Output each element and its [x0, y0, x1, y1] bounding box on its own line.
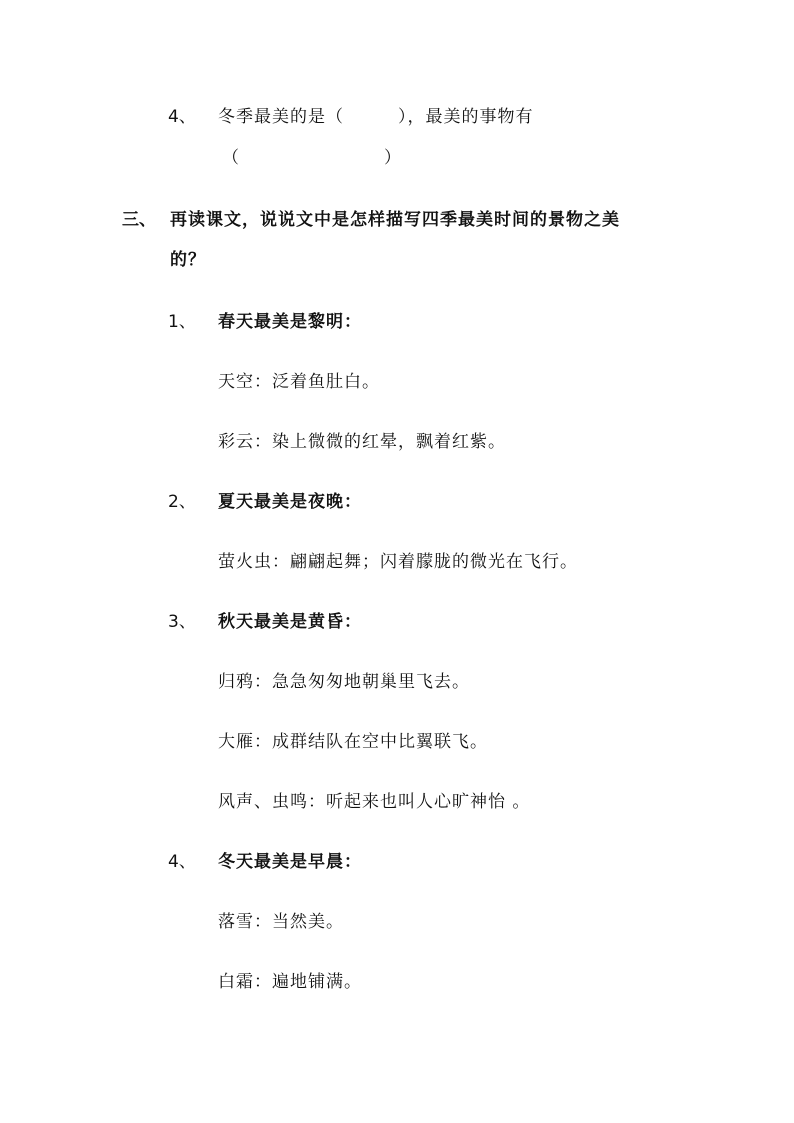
- item2-heading: 夏天最美是夜晚：: [218, 492, 362, 512]
- item4-detail-1: 落雪：当然美。: [218, 912, 344, 932]
- item3-detail-2: 大雁：成群结队在空中比翼联飞。: [218, 732, 488, 752]
- item1-number: 1、: [168, 312, 196, 332]
- item1-heading: 春天最美是黎明：: [218, 312, 362, 332]
- item4-number: 4、: [168, 852, 196, 872]
- item1-detail-1: 天空：泛着鱼肚白。: [218, 372, 380, 392]
- item3-detail-1: 归鸦：急急匆匆地朝巢里飞去。: [218, 672, 470, 692]
- item3-heading: 秋天最美是黄昏：: [218, 612, 362, 632]
- item4-heading: 冬天最美是早晨：: [218, 852, 362, 872]
- item4-detail-2: 白霜：遍地铺满。: [218, 972, 362, 992]
- item3-number: 3、: [168, 612, 196, 632]
- section3-number: 三、: [122, 210, 156, 230]
- q4-paren-blank: （ ）: [222, 148, 402, 168]
- q4-number: 4、: [168, 107, 196, 127]
- q4-text: 冬季最美的是（ ），最美的事物有: [218, 107, 534, 127]
- item1-detail-2: 彩云：染上微微的红晕，飘着红紫。: [218, 432, 506, 452]
- item2-number: 2、: [168, 492, 196, 512]
- item3-detail-3: 风声、虫鸣：听起来也叫人心旷神怡 。: [218, 792, 531, 812]
- section3-question-line2: 的？: [170, 250, 206, 270]
- section3-question-line1: 再读课文，说说文中是怎样描写四季最美时间的景物之美: [170, 210, 620, 230]
- item2-detail-1: 萤火虫：翩翩起舞；闪着朦胧的微光在飞行。: [218, 552, 578, 572]
